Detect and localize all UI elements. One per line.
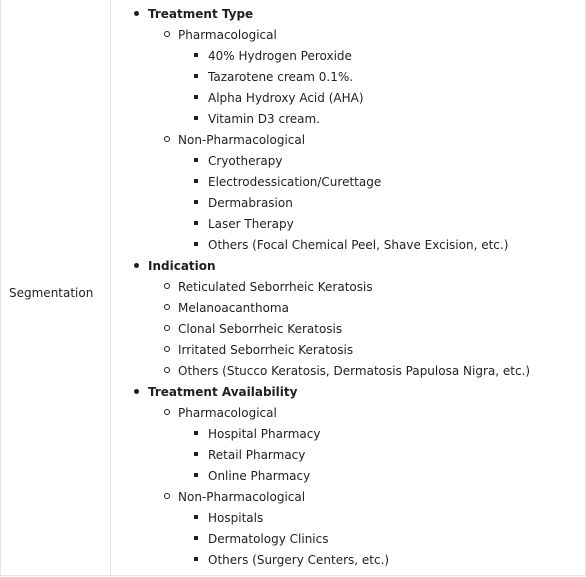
circle-bullet-icon [164, 346, 170, 352]
subsection-item-label: Melanoacanthoma [178, 301, 289, 315]
subsection-item-label: Reticulated Seborrheic Keratosis [178, 280, 373, 294]
list-item-label: Hospital Pharmacy [208, 427, 321, 441]
subsection-item-label: Pharmacological [178, 406, 277, 420]
square-bullet-icon [194, 242, 198, 246]
circle-bullet-icon [164, 283, 170, 289]
list-item-label: Alpha Hydroxy Acid (AHA) [208, 91, 364, 105]
subsection-item-label: Irritated Seborrheic Keratosis [178, 343, 354, 357]
list-item-label: Hospitals [208, 511, 264, 525]
subsection-item-label: Pharmacological [178, 28, 277, 42]
list-item-label: Vitamin D3 cream. [208, 112, 320, 126]
square-bullet-icon [194, 431, 198, 435]
list-item-label: Electrodessication/Curettage [208, 175, 382, 189]
list-item-label: Retail Pharmacy [208, 448, 306, 462]
circle-bullet-icon [164, 325, 170, 331]
subsection-item-label: Non-Pharmacological [178, 133, 306, 147]
circle-bullet-icon [164, 136, 170, 142]
square-bullet-icon [194, 221, 198, 225]
square-bullet-icon [194, 452, 198, 456]
square-bullet-icon [194, 74, 198, 78]
subsection-item-label: Clonal Seborrheic Keratosis [178, 322, 343, 336]
section-heading-label: Indication [148, 259, 216, 273]
circle-bullet-icon [164, 367, 170, 373]
segmentation-list [111, 0, 585, 575]
disc-bullet-icon [134, 389, 139, 394]
label-cell [1, 0, 111, 575]
square-bullet-icon [194, 536, 198, 540]
square-bullet-icon [194, 473, 198, 477]
square-bullet-icon [194, 53, 198, 57]
square-bullet-icon [194, 557, 198, 561]
list-item-label: Laser Therapy [208, 217, 294, 231]
square-bullet-icon [194, 200, 198, 204]
circle-bullet-icon [164, 31, 170, 37]
disc-bullet-icon [134, 11, 139, 16]
list-item-label: Cryotherapy [208, 154, 283, 168]
disc-bullet-icon [134, 263, 139, 268]
circle-bullet-icon [164, 493, 170, 499]
list-item-label: Tazarotene cream 0.1%. [208, 70, 354, 84]
section-heading-label: Treatment Availability [148, 385, 298, 399]
square-bullet-icon [194, 179, 198, 183]
square-bullet-icon [194, 515, 198, 519]
circle-bullet-icon [164, 409, 170, 415]
subsection-item-label: Non-Pharmacological [178, 490, 306, 504]
row-label: Segmentation [9, 286, 94, 300]
circle-bullet-icon [164, 304, 170, 310]
list-item-label: Others (Focal Chemical Peel, Shave Excision, etc.) [208, 238, 509, 252]
subsection-item-label: Others (Stucco Keratosis, Dermatosis Papulosa Nigra, etc.) [178, 364, 531, 378]
section-heading-label: Treatment Type [148, 7, 254, 21]
list-item-label: Others (Surgery Centers, etc.) [208, 553, 390, 567]
list-item-label: Dermabrasion [208, 196, 293, 210]
square-bullet-icon [194, 116, 198, 120]
square-bullet-icon [194, 95, 198, 99]
list-item-label: 40% Hydrogen Peroxide [208, 49, 352, 63]
list-item-label: Dermatology Clinics [208, 532, 329, 546]
square-bullet-icon [194, 158, 198, 162]
list-item-label: Online Pharmacy [208, 469, 311, 483]
